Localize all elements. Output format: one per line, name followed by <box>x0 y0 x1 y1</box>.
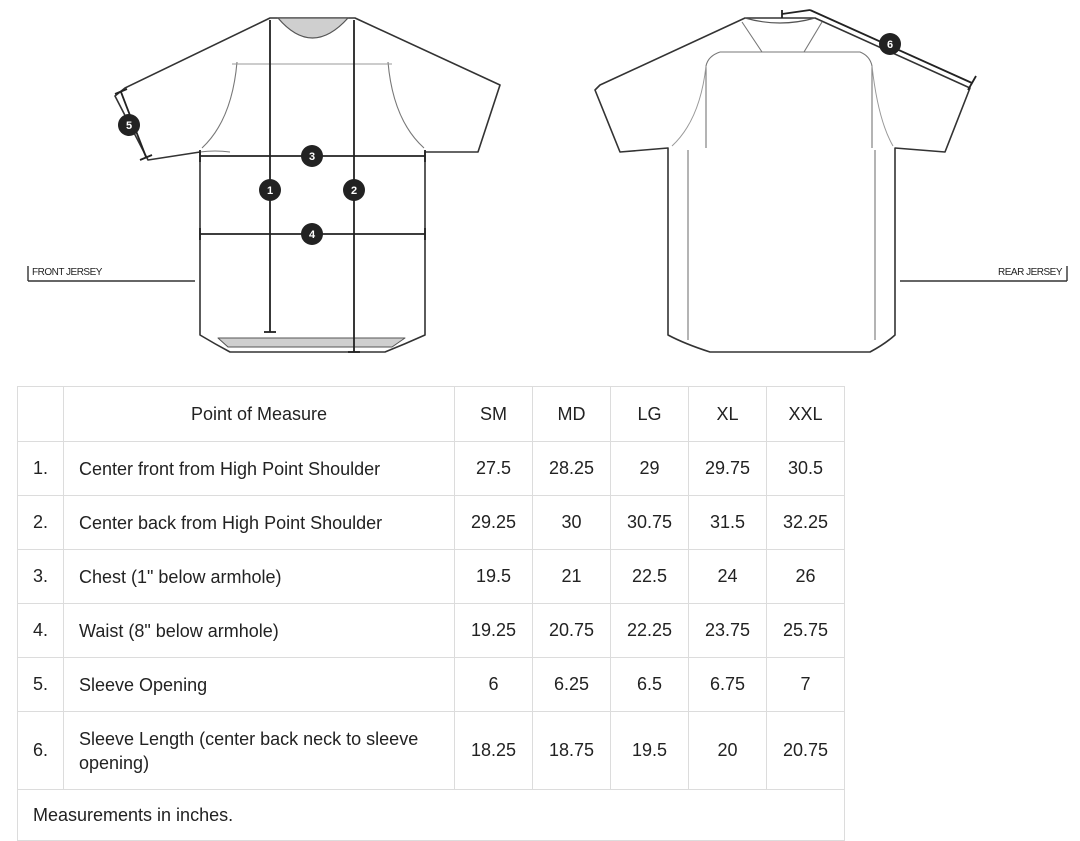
header-number <box>18 387 64 442</box>
measurement-note: Measurements in inches. <box>18 790 845 841</box>
label-leaders <box>28 266 1067 281</box>
cell-sm: 19.5 <box>455 550 533 604</box>
cell-lg: 29 <box>611 442 689 496</box>
cell-sm: 6 <box>455 658 533 712</box>
cell-lg: 19.5 <box>611 712 689 790</box>
header-size-sm: SM <box>455 387 533 442</box>
table-row <box>18 712 845 790</box>
cell-xxl: 30.5 <box>767 442 845 496</box>
cell-lg: 30.75 <box>611 496 689 550</box>
row-label: Center back from High Point Shoulder <box>64 496 455 550</box>
row-number: 3. <box>18 550 64 604</box>
svg-text:2: 2 <box>350 185 358 197</box>
row-label: Chest (1" below armhole) <box>64 550 455 604</box>
svg-text:3: 3 <box>308 151 316 163</box>
cell-md: 20.75 <box>533 604 611 658</box>
cell-xl: 24 <box>689 550 767 604</box>
cell-sm: 19.25 <box>455 604 533 658</box>
cell-md: 30 <box>533 496 611 550</box>
header-size-xl: XL <box>689 387 767 442</box>
table-row <box>18 442 845 496</box>
cell-md: 6.25 <box>533 658 611 712</box>
front-jersey-outline <box>115 18 500 352</box>
table-row <box>18 550 845 604</box>
jersey-diagram <box>0 0 1080 370</box>
cell-xxl: 7 <box>767 658 845 712</box>
header-point-of-measure: Point of Measure <box>64 387 455 442</box>
cell-xl: 31.5 <box>689 496 767 550</box>
table-row <box>18 658 845 712</box>
table-header-row <box>18 387 845 442</box>
cell-sm: 18.25 <box>455 712 533 790</box>
row-number: 5. <box>18 658 64 712</box>
cell-md: 21 <box>533 550 611 604</box>
marker-1 <box>259 179 281 201</box>
cell-sm: 29.25 <box>455 496 533 550</box>
marker-2 <box>343 179 365 201</box>
rear-jersey-outline <box>595 18 970 352</box>
row-number: 2. <box>18 496 64 550</box>
marker-3 <box>301 145 323 167</box>
header-size-md: MD <box>533 387 611 442</box>
rear-jersey-label: REAR JERSEY <box>998 267 1062 278</box>
jersey-diagram-svg <box>0 0 1080 370</box>
svg-text:1: 1 <box>266 185 274 197</box>
marker-6 <box>879 33 901 55</box>
svg-text:6: 6 <box>886 39 894 51</box>
cell-lg: 22.5 <box>611 550 689 604</box>
table-row <box>18 604 845 658</box>
marker-5 <box>118 114 140 136</box>
cell-xl: 23.75 <box>689 604 767 658</box>
cell-md: 18.75 <box>533 712 611 790</box>
cell-xl: 6.75 <box>689 658 767 712</box>
cell-xxl: 26 <box>767 550 845 604</box>
size-chart-table <box>17 386 845 841</box>
row-label: Waist (8" below armhole) <box>64 604 455 658</box>
front-jersey-label: FRONT JERSEY <box>32 267 102 278</box>
table-row <box>18 496 845 550</box>
cell-xxl: 20.75 <box>767 712 845 790</box>
svg-text:4: 4 <box>308 229 316 241</box>
cell-xxl: 32.25 <box>767 496 845 550</box>
svg-text:5: 5 <box>125 120 133 132</box>
row-label: Center front from High Point Shoulder <box>64 442 455 496</box>
cell-xxl: 25.75 <box>767 604 845 658</box>
row-label: Sleeve Opening <box>64 658 455 712</box>
row-number: 4. <box>18 604 64 658</box>
cell-xl: 20 <box>689 712 767 790</box>
row-label: Sleeve Length (center back neck to sleeve opening) <box>64 712 455 790</box>
cell-lg: 6.5 <box>611 658 689 712</box>
header-size-lg: LG <box>611 387 689 442</box>
row-number: 6. <box>18 712 64 790</box>
header-size-xxl: XXL <box>767 387 845 442</box>
row-number: 1. <box>18 442 64 496</box>
marker-4 <box>301 223 323 245</box>
cell-lg: 22.25 <box>611 604 689 658</box>
cell-xl: 29.75 <box>689 442 767 496</box>
cell-sm: 27.5 <box>455 442 533 496</box>
cell-md: 28.25 <box>533 442 611 496</box>
